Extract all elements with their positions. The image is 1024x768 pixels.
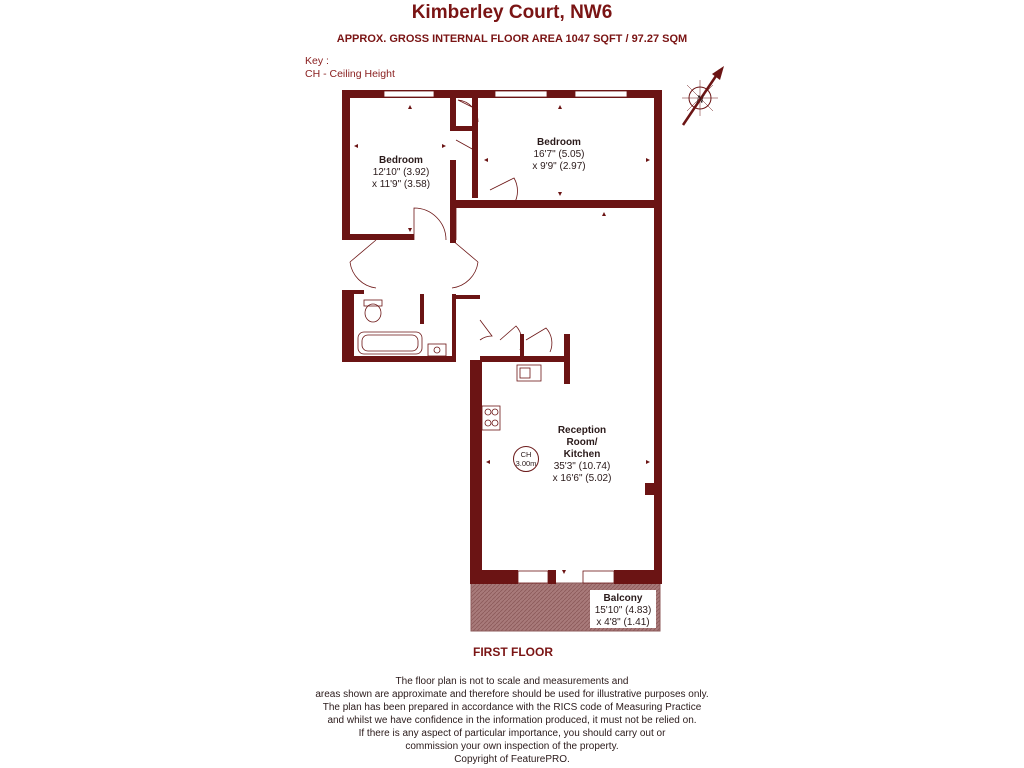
disclaimer-line: areas shown are approximate and therefore should be used for illustrative purposes only. <box>315 689 709 700</box>
kitchen-fixtures <box>482 365 541 430</box>
plan-title: Kimberley Court, NW6 <box>411 2 613 23</box>
bedroom-1-name: Bedroom <box>379 155 423 166</box>
disclaimer-line: Copyright of FeaturePRO. <box>454 754 570 765</box>
bedroom-2-name: Bedroom <box>537 137 581 148</box>
reception-name-2: Room/ <box>566 437 598 448</box>
bedroom-1-label <box>360 155 442 191</box>
disclaimer-line: The plan has been prepared in accordance with the RICS code of Measuring Practice <box>322 702 702 713</box>
compass-north-letter: N <box>696 92 705 106</box>
bedroom-1-dim-2: x 11'9" (3.58) <box>371 179 431 190</box>
disclaimer-line: If there is any aspect of particular importance, you should carry out or <box>358 728 666 739</box>
bedroom-2-dim-1: 16'7" (5.05) <box>533 149 585 160</box>
ceiling-height-value: 3.00m <box>515 459 537 468</box>
reception-dim-2: x 16'6" (5.02) <box>552 473 612 484</box>
balcony-label <box>588 593 658 629</box>
disclaimer-text <box>212 675 812 766</box>
floor-level-label: FIRST FLOOR <box>473 645 553 659</box>
reception-name-1: Reception <box>557 425 607 436</box>
bedroom-2-label <box>518 137 600 173</box>
disclaimer-line: The floor plan is not to scale and measurements and <box>395 676 629 687</box>
key-entry-ceiling-height: CH - Ceiling Height <box>305 68 395 80</box>
ceiling-height-label: CH <box>520 450 532 459</box>
bedroom-2-dim-2: x 9'9" (2.97) <box>532 161 586 172</box>
key-heading: Key : <box>305 55 329 67</box>
reception-name-3: Kitchen <box>563 449 601 460</box>
balcony-name: Balcony <box>603 593 643 604</box>
floor-area-subtitle: APPROX. GROSS INTERNAL FLOOR AREA 1047 SQFT / 97.27 SQM <box>336 33 688 45</box>
disclaimer-line: commission your own inspection of the property. <box>405 741 619 752</box>
bathroom-fixtures <box>358 300 446 356</box>
bedroom-1-dim-1: 12'10" (3.92) <box>372 167 430 178</box>
balcony-dim-2: x 4'8" (1.41) <box>596 617 650 628</box>
ceiling-height-marker <box>513 446 539 472</box>
reception-label <box>540 425 624 485</box>
disclaimer-line: and whilst we have confidence in the information produced, it must not be relied on. <box>327 715 697 726</box>
reception-dim-1: 35'3" (10.74) <box>553 461 611 472</box>
balcony-dim-1: 15'10" (4.83) <box>594 605 652 616</box>
